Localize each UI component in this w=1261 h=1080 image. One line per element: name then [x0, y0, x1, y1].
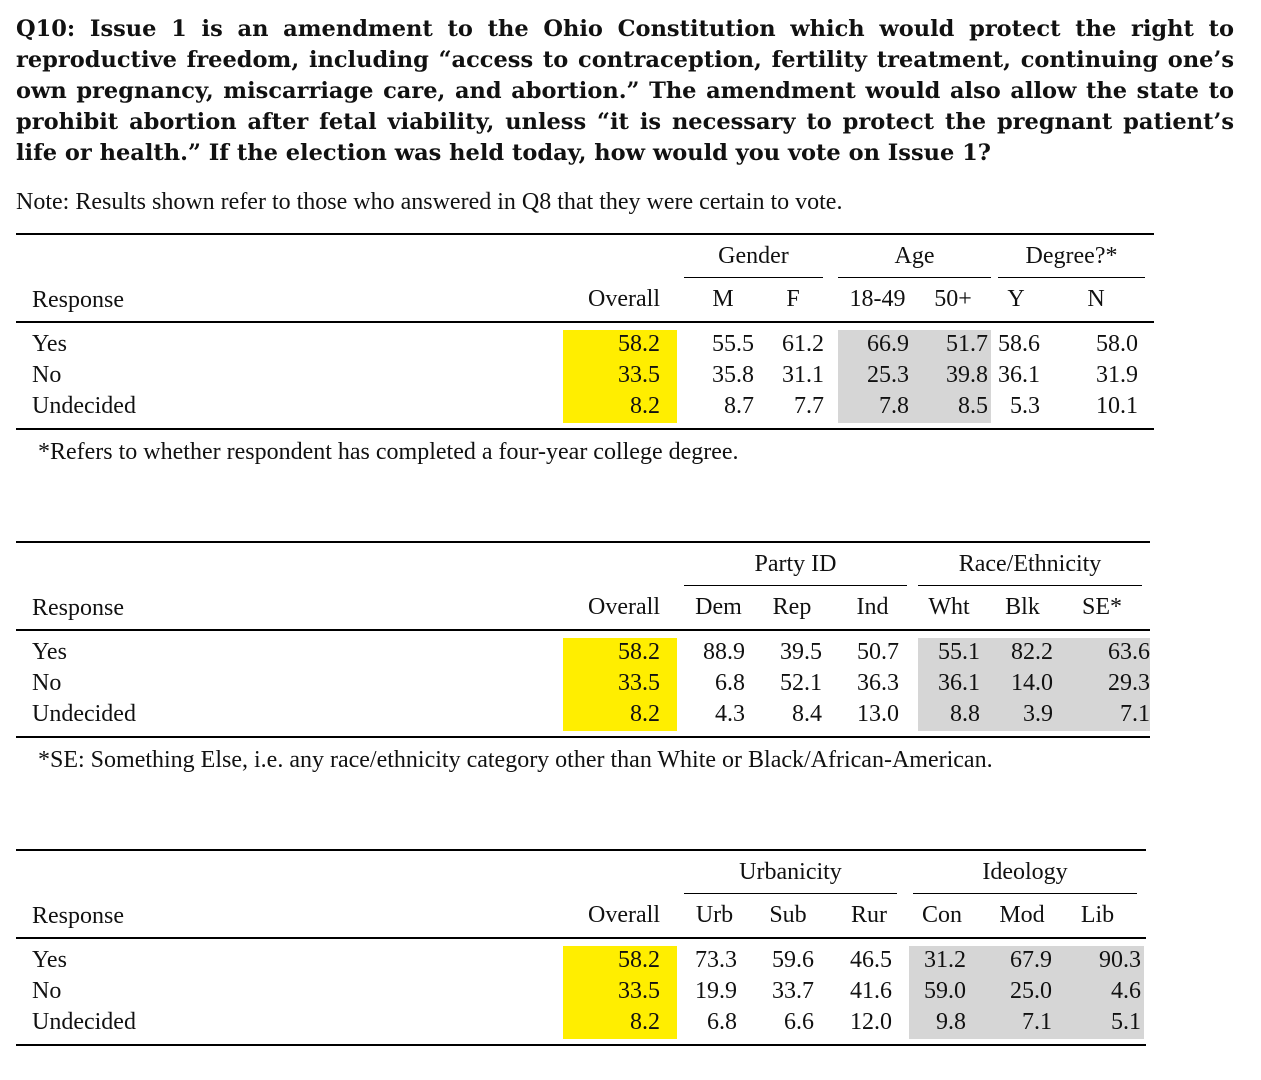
table-cell: 5.3: [1010, 393, 1040, 419]
table-cell: 52.1: [780, 670, 822, 696]
table-cell: 33.7: [772, 978, 814, 1004]
group-title: Urbanicity: [739, 859, 842, 885]
column-header: 50+: [934, 286, 972, 312]
crosstab-table: [16, 233, 1154, 447]
group-title: Gender: [718, 243, 789, 269]
table-row-label: Undecided: [32, 393, 136, 419]
group-title: Age: [894, 243, 935, 269]
table-cell: 31.1: [782, 362, 824, 388]
group-title: Party ID: [754, 551, 837, 577]
group-underline: [684, 893, 897, 894]
table-cell: 9.8: [936, 1009, 966, 1035]
table-header-rule: [16, 629, 1150, 631]
table-row-label: Yes: [32, 639, 67, 665]
group-underline: [838, 277, 991, 278]
column-header: N: [1087, 286, 1105, 312]
table-row-label: Undecided: [32, 701, 136, 727]
response-header: Response: [32, 287, 124, 313]
table-cell: 55.5: [712, 331, 754, 357]
overall-value: 8.2: [630, 1009, 660, 1035]
table-cell: 59.6: [772, 947, 814, 973]
table-footnote: *SE: Something Else, i.e. any race/ethnicity category other than White or Black/African-American.: [38, 747, 993, 773]
table-cell: 36.1: [998, 362, 1040, 388]
table-top-rule: [16, 849, 1146, 851]
table-row-label: No: [32, 362, 62, 388]
column-header: Rep: [772, 594, 812, 620]
table-cell: 7.1: [1120, 701, 1150, 727]
table-cell: 58.6: [998, 331, 1040, 357]
table-row-label: No: [32, 670, 62, 696]
column-header: Dem: [695, 594, 742, 620]
group-underline: [913, 893, 1137, 894]
table-cell: 25.3: [867, 362, 909, 388]
table-cell: 6.6: [784, 1009, 814, 1035]
group-underline: [918, 585, 1142, 586]
table-header-rule: [16, 937, 1146, 939]
table-cell: 51.7: [946, 331, 988, 357]
table-cell: 19.9: [695, 978, 737, 1004]
table-cell: 58.0: [1096, 331, 1138, 357]
column-header: Rur: [851, 902, 887, 928]
table-cell: 90.3: [1099, 947, 1141, 973]
note-text: Note: Results shown refer to those who answered in Q8 that they were certain to vote.: [16, 189, 843, 215]
table-header-rule: [16, 321, 1154, 323]
column-header: Con: [921, 902, 962, 928]
overall-value: 33.5: [618, 362, 660, 388]
question-text: Q10: Issue 1 is an amendment to the Ohio Constitution which would protect the right to reproductive freedom, including “access to contraception, fertility treatment, continuing one’s own pregnancy, miscarriage care, and abortion.” The amendment would also allow the state to prohibit abortion after fetal viability, unless “it is necessary to protect the pregnant patient’s life or health.” If the election was held today, how would you vote on Issue 1?: [16, 16, 1234, 166]
table-cell: 29.3: [1108, 670, 1150, 696]
table-cell: 61.2: [782, 331, 824, 357]
table-top-rule: [16, 233, 1154, 235]
column-header: Blk: [1005, 594, 1040, 620]
table-cell: 39.5: [780, 639, 822, 665]
table-cell: 12.0: [850, 1009, 892, 1035]
table-cell: 66.9: [867, 331, 909, 357]
column-header: Y: [1007, 286, 1025, 312]
overall-value: 58.2: [618, 639, 660, 665]
table-footnote: *Refers to whether respondent has completed a four-year college degree.: [38, 439, 739, 465]
column-header: SE*: [1081, 594, 1122, 620]
table-cell: 46.5: [850, 947, 892, 973]
table-row-label: Yes: [32, 947, 67, 973]
table-cell: 41.6: [850, 978, 892, 1004]
crosstab-table: [16, 541, 1150, 755]
table-cell: 6.8: [707, 1009, 737, 1035]
table-cell: 10.1: [1096, 393, 1138, 419]
table-cell: 36.3: [857, 670, 899, 696]
table-cell: 13.0: [857, 701, 899, 727]
table-cell: 8.7: [724, 393, 754, 419]
table-cell: 7.1: [1022, 1009, 1052, 1035]
table-cell: 59.0: [924, 978, 966, 1004]
table-cell: 63.6: [1108, 639, 1150, 665]
overall-value: 58.2: [618, 947, 660, 973]
table-bottom-rule: [16, 428, 1154, 430]
column-header: M: [712, 286, 734, 312]
table-cell: 5.1: [1111, 1009, 1141, 1035]
group-title: Ideology: [982, 859, 1068, 885]
table-top-rule: [16, 541, 1150, 543]
table-row-label: No: [32, 978, 62, 1004]
overall-header: Overall: [588, 594, 660, 620]
overall-value: 58.2: [618, 331, 660, 357]
table-cell: 6.8: [715, 670, 745, 696]
table-cell: 82.2: [1011, 639, 1053, 665]
overall-value: 8.2: [630, 393, 660, 419]
column-header: F: [786, 286, 800, 312]
table-row-label: Undecided: [32, 1009, 136, 1035]
table-cell: 3.9: [1023, 701, 1053, 727]
group-underline: [684, 277, 823, 278]
overall-value: 8.2: [630, 701, 660, 727]
table-cell: 31.2: [924, 947, 966, 973]
table-bottom-rule: [16, 1044, 1146, 1046]
table-cell: 50.7: [857, 639, 899, 665]
group-title: Degree?*: [1025, 243, 1118, 269]
response-header: Response: [32, 595, 124, 621]
table-cell: 7.8: [879, 393, 909, 419]
overall-value: 33.5: [618, 670, 660, 696]
response-header: Response: [32, 903, 124, 929]
group-title: Race/Ethnicity: [958, 551, 1102, 577]
overall-value: 33.5: [618, 978, 660, 1004]
table-cell: 4.6: [1111, 978, 1141, 1004]
table-cell: 8.5: [958, 393, 988, 419]
column-header: Sub: [769, 902, 807, 928]
table-cell: 73.3: [695, 947, 737, 973]
table-cell: 39.8: [946, 362, 988, 388]
group-underline: [998, 277, 1145, 278]
column-header: Lib: [1080, 902, 1115, 928]
table-cell: 14.0: [1011, 670, 1053, 696]
table-cell: 31.9: [1096, 362, 1138, 388]
overall-header: Overall: [588, 902, 660, 928]
group-underline: [684, 585, 907, 586]
overall-header: Overall: [588, 286, 660, 312]
table-cell: 7.7: [794, 393, 824, 419]
table-cell: 35.8: [712, 362, 754, 388]
table-cell: 8.4: [792, 701, 822, 727]
column-header: Mod: [999, 902, 1045, 928]
column-header: 18-49: [849, 286, 906, 312]
table-cell: 67.9: [1010, 947, 1052, 973]
table-bottom-rule: [16, 736, 1150, 738]
table-cell: 8.8: [950, 701, 980, 727]
table-cell: 88.9: [703, 639, 745, 665]
table-cell: 55.1: [938, 639, 980, 665]
column-header: Urb: [695, 902, 734, 928]
table-cell: 36.1: [938, 670, 980, 696]
column-header: Ind: [856, 594, 889, 620]
table-row-label: Yes: [32, 331, 67, 357]
column-header: Wht: [928, 594, 970, 620]
crosstab-table: [16, 849, 1146, 1063]
table-cell: 4.3: [715, 701, 745, 727]
table-cell: 25.0: [1010, 978, 1052, 1004]
